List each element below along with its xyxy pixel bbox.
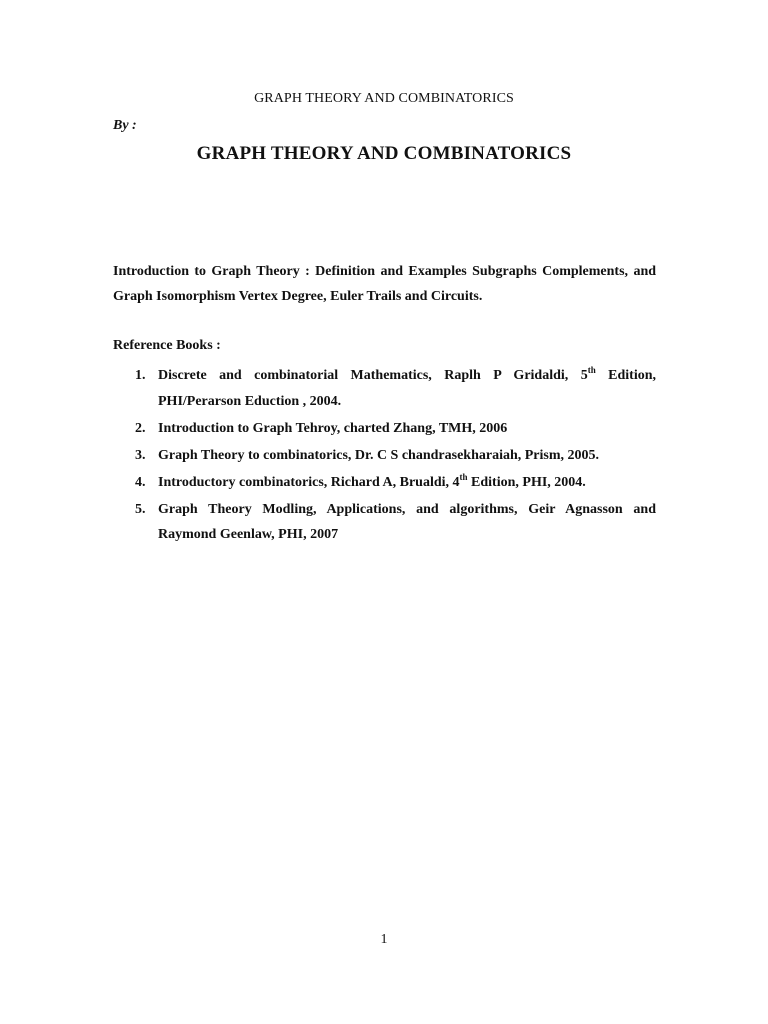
reference-text-continued: Edition, PHI/Perarson Eduction , 2004. [158, 368, 656, 409]
reference-number: 1. [135, 368, 146, 383]
reference-item [113, 363, 656, 414]
author-label: By : [113, 118, 137, 133]
header-title: GRAPH THEORY AND COMBINATORICS [254, 91, 514, 106]
reference-item [113, 497, 656, 548]
reference-item [113, 470, 656, 496]
reference-superscript: th [587, 365, 596, 375]
intro-line: Introduction to Graph Theory : Definition and Examples Subgraphs Complements, [113, 264, 629, 279]
intro-paragraph [113, 259, 656, 309]
main-title: GRAPH THEORY AND COMBINATORICS [196, 143, 572, 164]
reference-text: Graph Theory to combinatorics, Dr. C S chandrasekharaiah, Prism, 2005. [158, 447, 600, 463]
reference-number: 3. [135, 447, 146, 463]
reference-list [113, 363, 656, 549]
reference-text: Discrete and combinatorial Mathematics, Raplh P Gridaldi, 5 [158, 368, 588, 383]
reference-number: 5. [135, 501, 146, 517]
reference-superscript: th [459, 471, 468, 482]
reference-text: Introductory combinatorics, Richard A, Brualdi, 4 [158, 474, 460, 490]
reference-number: 2. [135, 420, 146, 436]
reference-text: Graph Theory Modling, Applications, and algorithms, Geir Agnasson and Raymond Geenlaw, PHI, 2007 [158, 501, 656, 542]
intro-line: and Graph Isomorphism Vertex Degree, Euler Trails and Circuits. [113, 264, 657, 304]
page-number: 1 [380, 932, 388, 947]
reference-item [113, 443, 656, 469]
reference-text: Introduction to Graph Tehroy, charted Zhang, TMH, 2006 [158, 420, 508, 436]
reference-text-continued: Edition, PHI, 2004. [467, 474, 586, 490]
reference-heading: Reference Books : [113, 338, 221, 353]
reference-number: 4. [135, 474, 146, 490]
reference-item [113, 416, 656, 442]
